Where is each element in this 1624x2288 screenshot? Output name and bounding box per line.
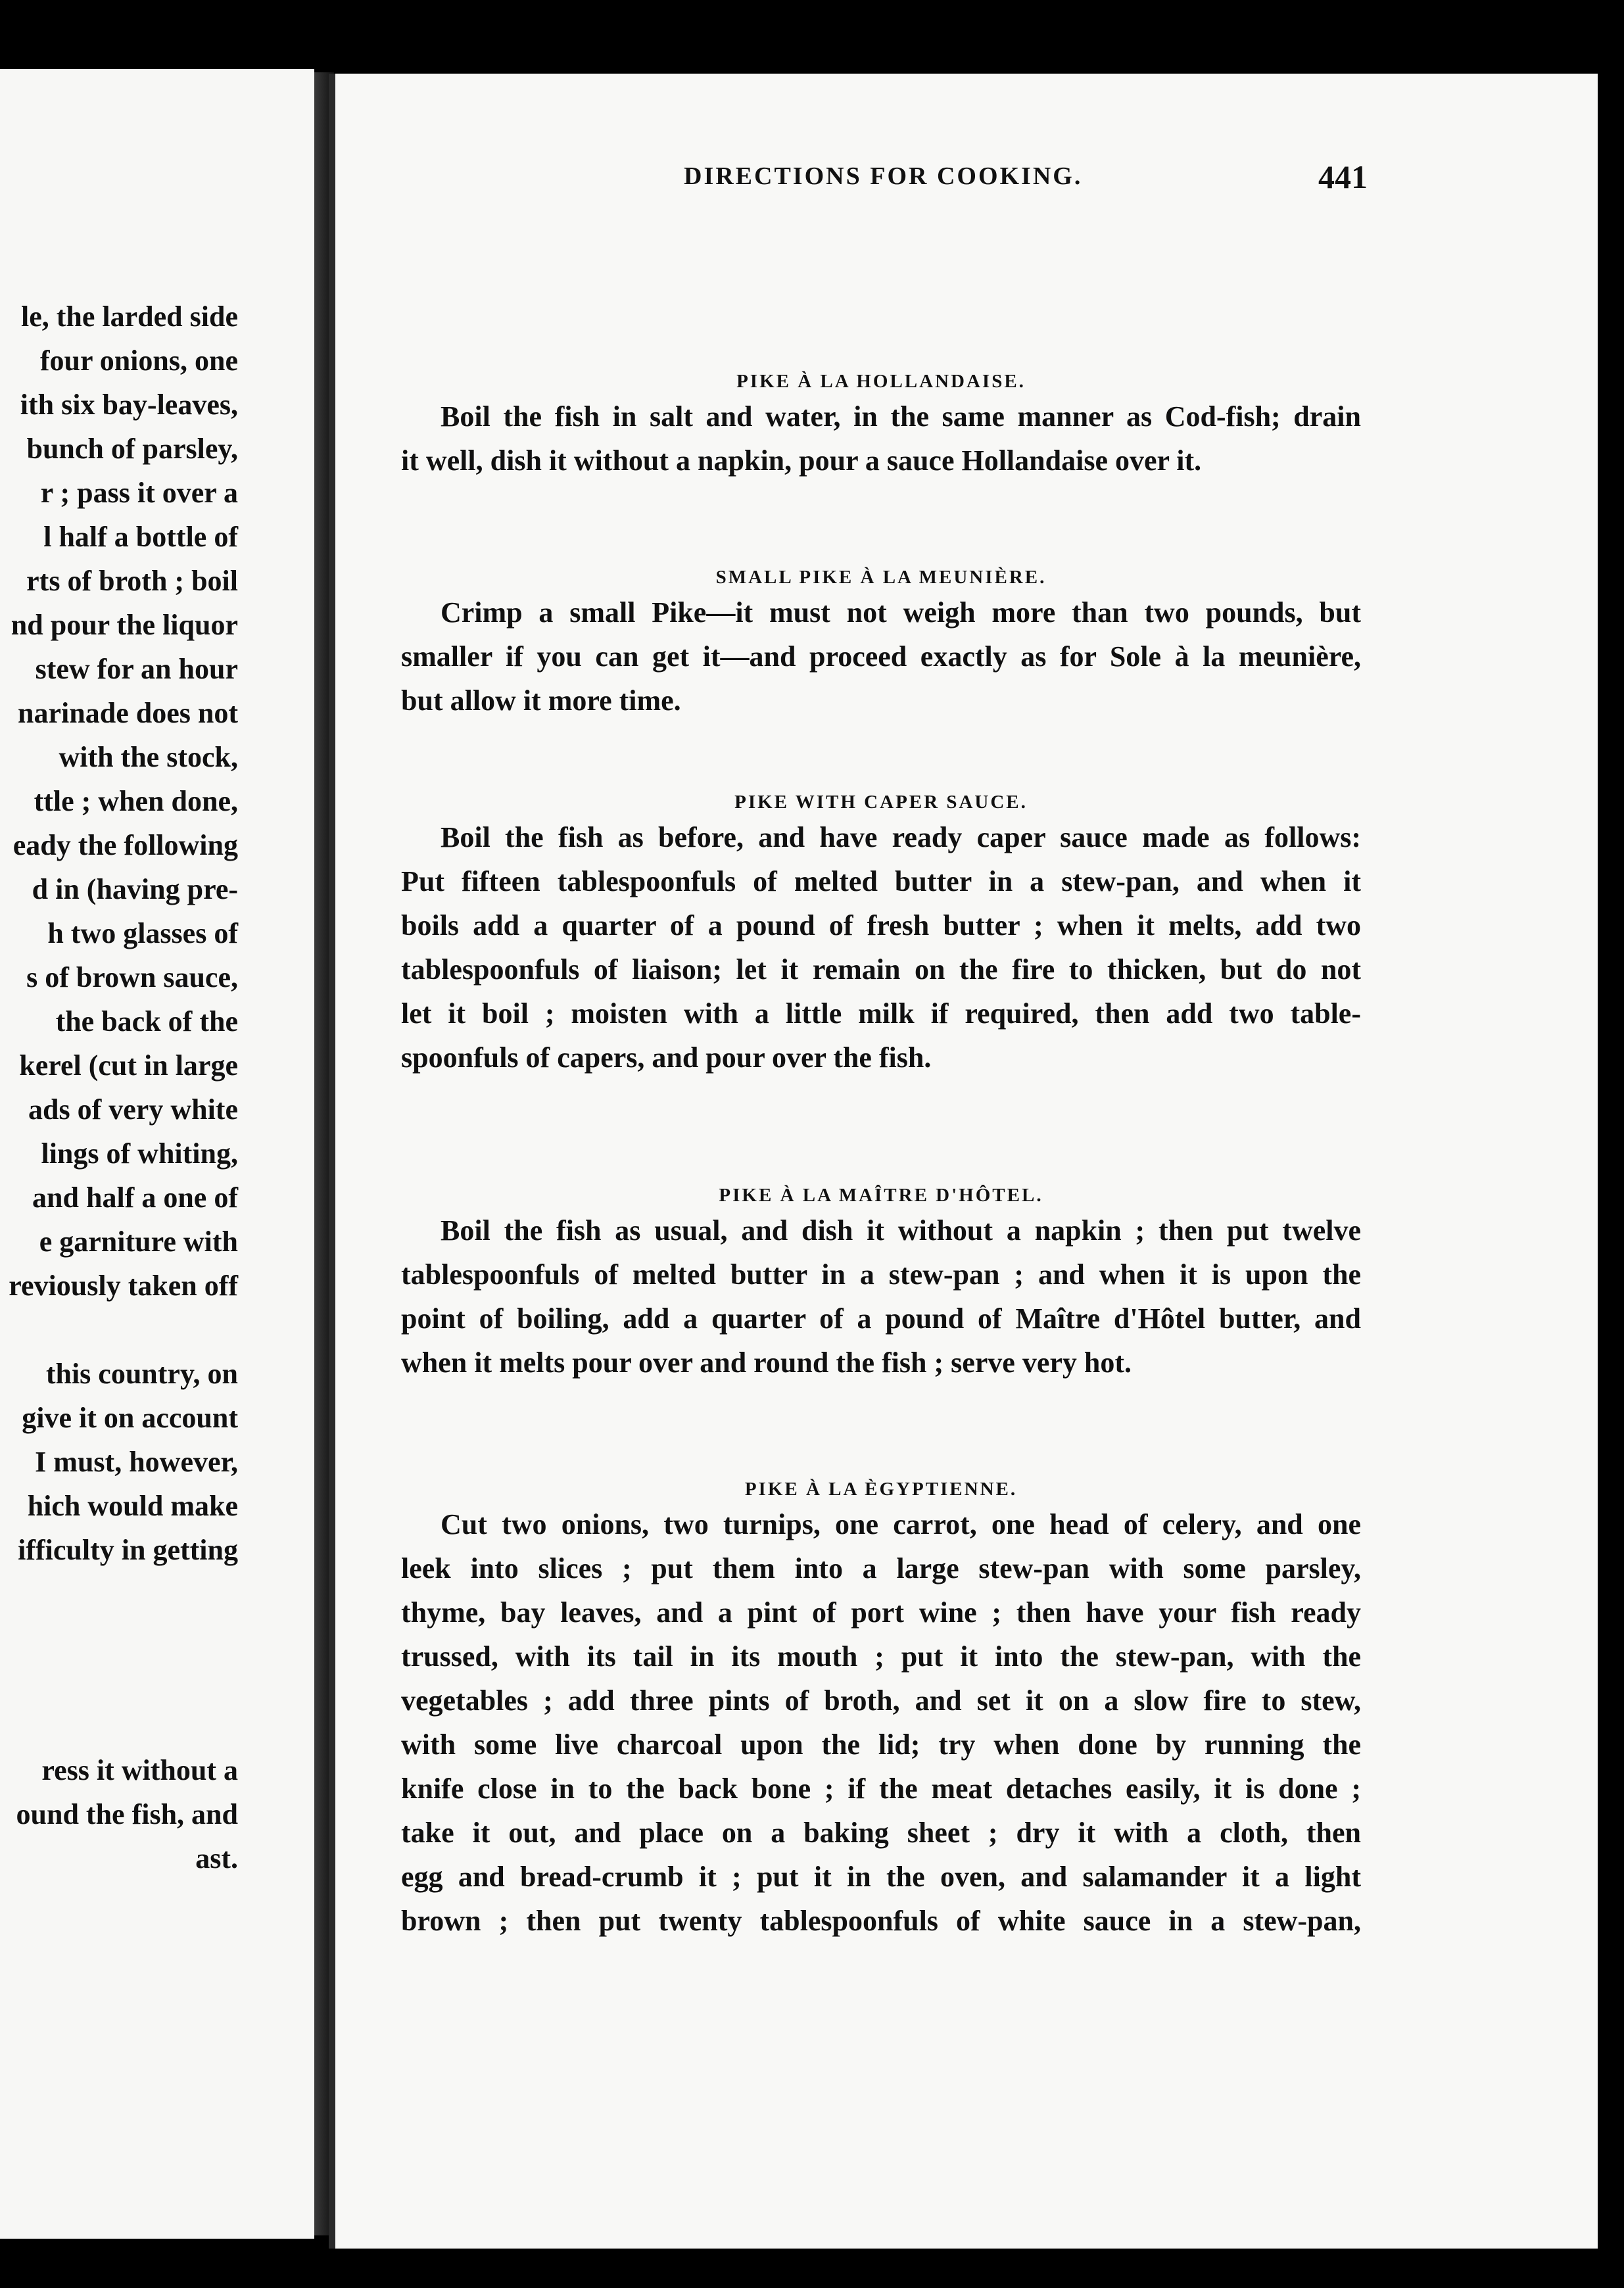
left-page-line: stew for an hour — [35, 653, 238, 685]
left-page-line: I must, however, — [35, 1446, 238, 1478]
page-number: 441 — [1318, 158, 1368, 195]
text-line: egg and bread-crumb it ; put it in the oven, and salamander it a light — [401, 1861, 1361, 1893]
scan-bottom-edge — [0, 2249, 1624, 2288]
left-page-line: with the stock, — [59, 741, 238, 773]
text-line: spoonfuls of capers, and pour over the fish. — [401, 1041, 932, 1074]
text-line: leek into slices ; put them into a large stew-pan with some parsley, — [401, 1552, 1361, 1585]
text-line: smaller if you can get it—and proceed exactly as for Sole à la meunière, — [401, 640, 1361, 673]
section-pike-maitre-dhotel — [401, 1182, 1361, 1385]
section-pike-caper-sauce — [401, 789, 1361, 1080]
text-line: Put fifteen tablespoonfuls of melted butter in a stew-pan, and when it — [401, 865, 1361, 897]
section-title: SMALL PIKE À LA MEUNIÈRE. — [715, 567, 1047, 588]
left-page-line: ast. — [195, 1842, 238, 1874]
left-page-line: narinade does not — [18, 697, 238, 729]
text-line: Boil the fish as usual, and dish it without a napkin ; then put twelve — [441, 1214, 1361, 1247]
section-body — [401, 590, 1361, 723]
text-line: tablespoonfuls of melted butter in a stew-pan ; and when it is upon the — [401, 1258, 1361, 1291]
left-page-line: ifficulty in getting — [18, 1534, 238, 1566]
text-line: Boil the fish as before, and have ready caper sauce made as follows: — [441, 821, 1361, 853]
left-page-line: ress it without a — [41, 1754, 238, 1786]
left-page-line: kerel (cut in large — [19, 1049, 238, 1082]
text-line: knife close in to the back bone ; if the meat detaches easily, it is done ; — [401, 1773, 1361, 1805]
section-small-pike-meuniere — [401, 564, 1361, 723]
left-page-line: the back of the — [55, 1005, 238, 1037]
text-line: Boil the fish in salt and water, in the same manner as Cod-fish; drain — [441, 400, 1361, 433]
text-line: thyme, bay leaves, and a pint of port wine ; then have your fish ready — [401, 1596, 1361, 1629]
left-facing-page — [0, 69, 314, 2239]
text-line: tablespoonfuls of liaison; let it remain on the fire to thicken, but do not — [401, 953, 1361, 986]
text-line: take it out, and place on a baking sheet ; dry it with a cloth, then — [401, 1817, 1361, 1849]
left-page-line: h two glasses of — [47, 917, 238, 949]
left-page-line: and half a one of — [32, 1181, 238, 1214]
left-page-line: ads of very white — [28, 1093, 238, 1126]
left-page-line: le, the larded side — [21, 300, 238, 333]
text-line: Cut two onions, two turnips, one carrot, one head of celery, and one — [441, 1508, 1361, 1540]
left-page-line: l half a bottle of — [43, 521, 238, 553]
left-page-line: ound the fish, and — [16, 1798, 238, 1830]
section-pike-hollandaise — [401, 368, 1361, 483]
text-line: brown ; then put twenty tablespoonfuls of white sauce in a stew-pan, — [401, 1905, 1361, 1937]
text-line: trussed, with its tail in its mouth ; put it into the stew-pan, with the — [401, 1640, 1361, 1673]
text-line: it well, dish it without a napkin, pour a sauce Hollandaise over it. — [401, 444, 1202, 477]
left-page-line: reviously taken off — [9, 1270, 238, 1302]
section-title: PIKE WITH CAPER SAUCE. — [734, 792, 1028, 813]
running-head — [355, 158, 1368, 201]
section-title: PIKE À LA HOLLANDAISE. — [736, 371, 1026, 392]
left-page-line: four onions, one — [39, 345, 238, 377]
text-line: when it melts pour over and round the fish ; serve very hot. — [401, 1347, 1132, 1379]
text-line: let it boil ; moisten with a little milk if required, then add two table- — [401, 997, 1361, 1030]
section-body — [401, 815, 1361, 1080]
left-page-line: hich would make — [27, 1490, 238, 1522]
section-body — [401, 1208, 1361, 1385]
section-body — [401, 394, 1361, 483]
left-page-line: eady the following — [12, 829, 238, 861]
left-page-line: s of brown sauce, — [26, 961, 238, 993]
text-line: point of boiling, add a quarter of a pound of Maître d'Hôtel butter, and — [401, 1302, 1361, 1335]
section-title: PIKE À LA MAÎTRE D'HÔTEL. — [719, 1185, 1043, 1206]
text-line: with some live charcoal upon the lid; try when done by running the — [401, 1728, 1361, 1761]
left-page-line: rts of broth ; boil — [26, 565, 238, 597]
left-page-line: nd pour the liquor — [11, 609, 238, 641]
text-line: Crimp a small Pike—it must not weigh more than two pounds, but — [441, 596, 1361, 629]
left-page-line: this country, on — [45, 1358, 238, 1390]
left-page-line: ith six bay-leaves, — [20, 389, 238, 421]
text-line: boils add a quarter of a pound of fresh butter ; when it melts, add two — [401, 909, 1361, 941]
left-page-line: give it on account — [22, 1402, 238, 1434]
text-line: but allow it more time. — [401, 684, 681, 717]
section-body — [401, 1502, 1361, 1943]
left-page-line: d in (having pre- — [32, 873, 238, 905]
left-page-line: lings of whiting, — [41, 1137, 238, 1170]
section-title: PIKE À LA ÈGYPTIENNE. — [744, 1479, 1018, 1500]
left-page-line: bunch of parsley, — [26, 433, 238, 465]
left-page-line: r ; pass it over a — [40, 477, 238, 509]
left-page-line: ttle ; when done, — [34, 785, 238, 817]
running-head-title: DIRECTIONS FOR COOKING. — [684, 162, 1083, 190]
left-page-line: e garniture with — [39, 1226, 238, 1258]
text-line: vegetables ; add three pints of broth, and set it on a slow fire to stew, — [401, 1684, 1361, 1717]
section-pike-egyptienne — [401, 1476, 1361, 1943]
